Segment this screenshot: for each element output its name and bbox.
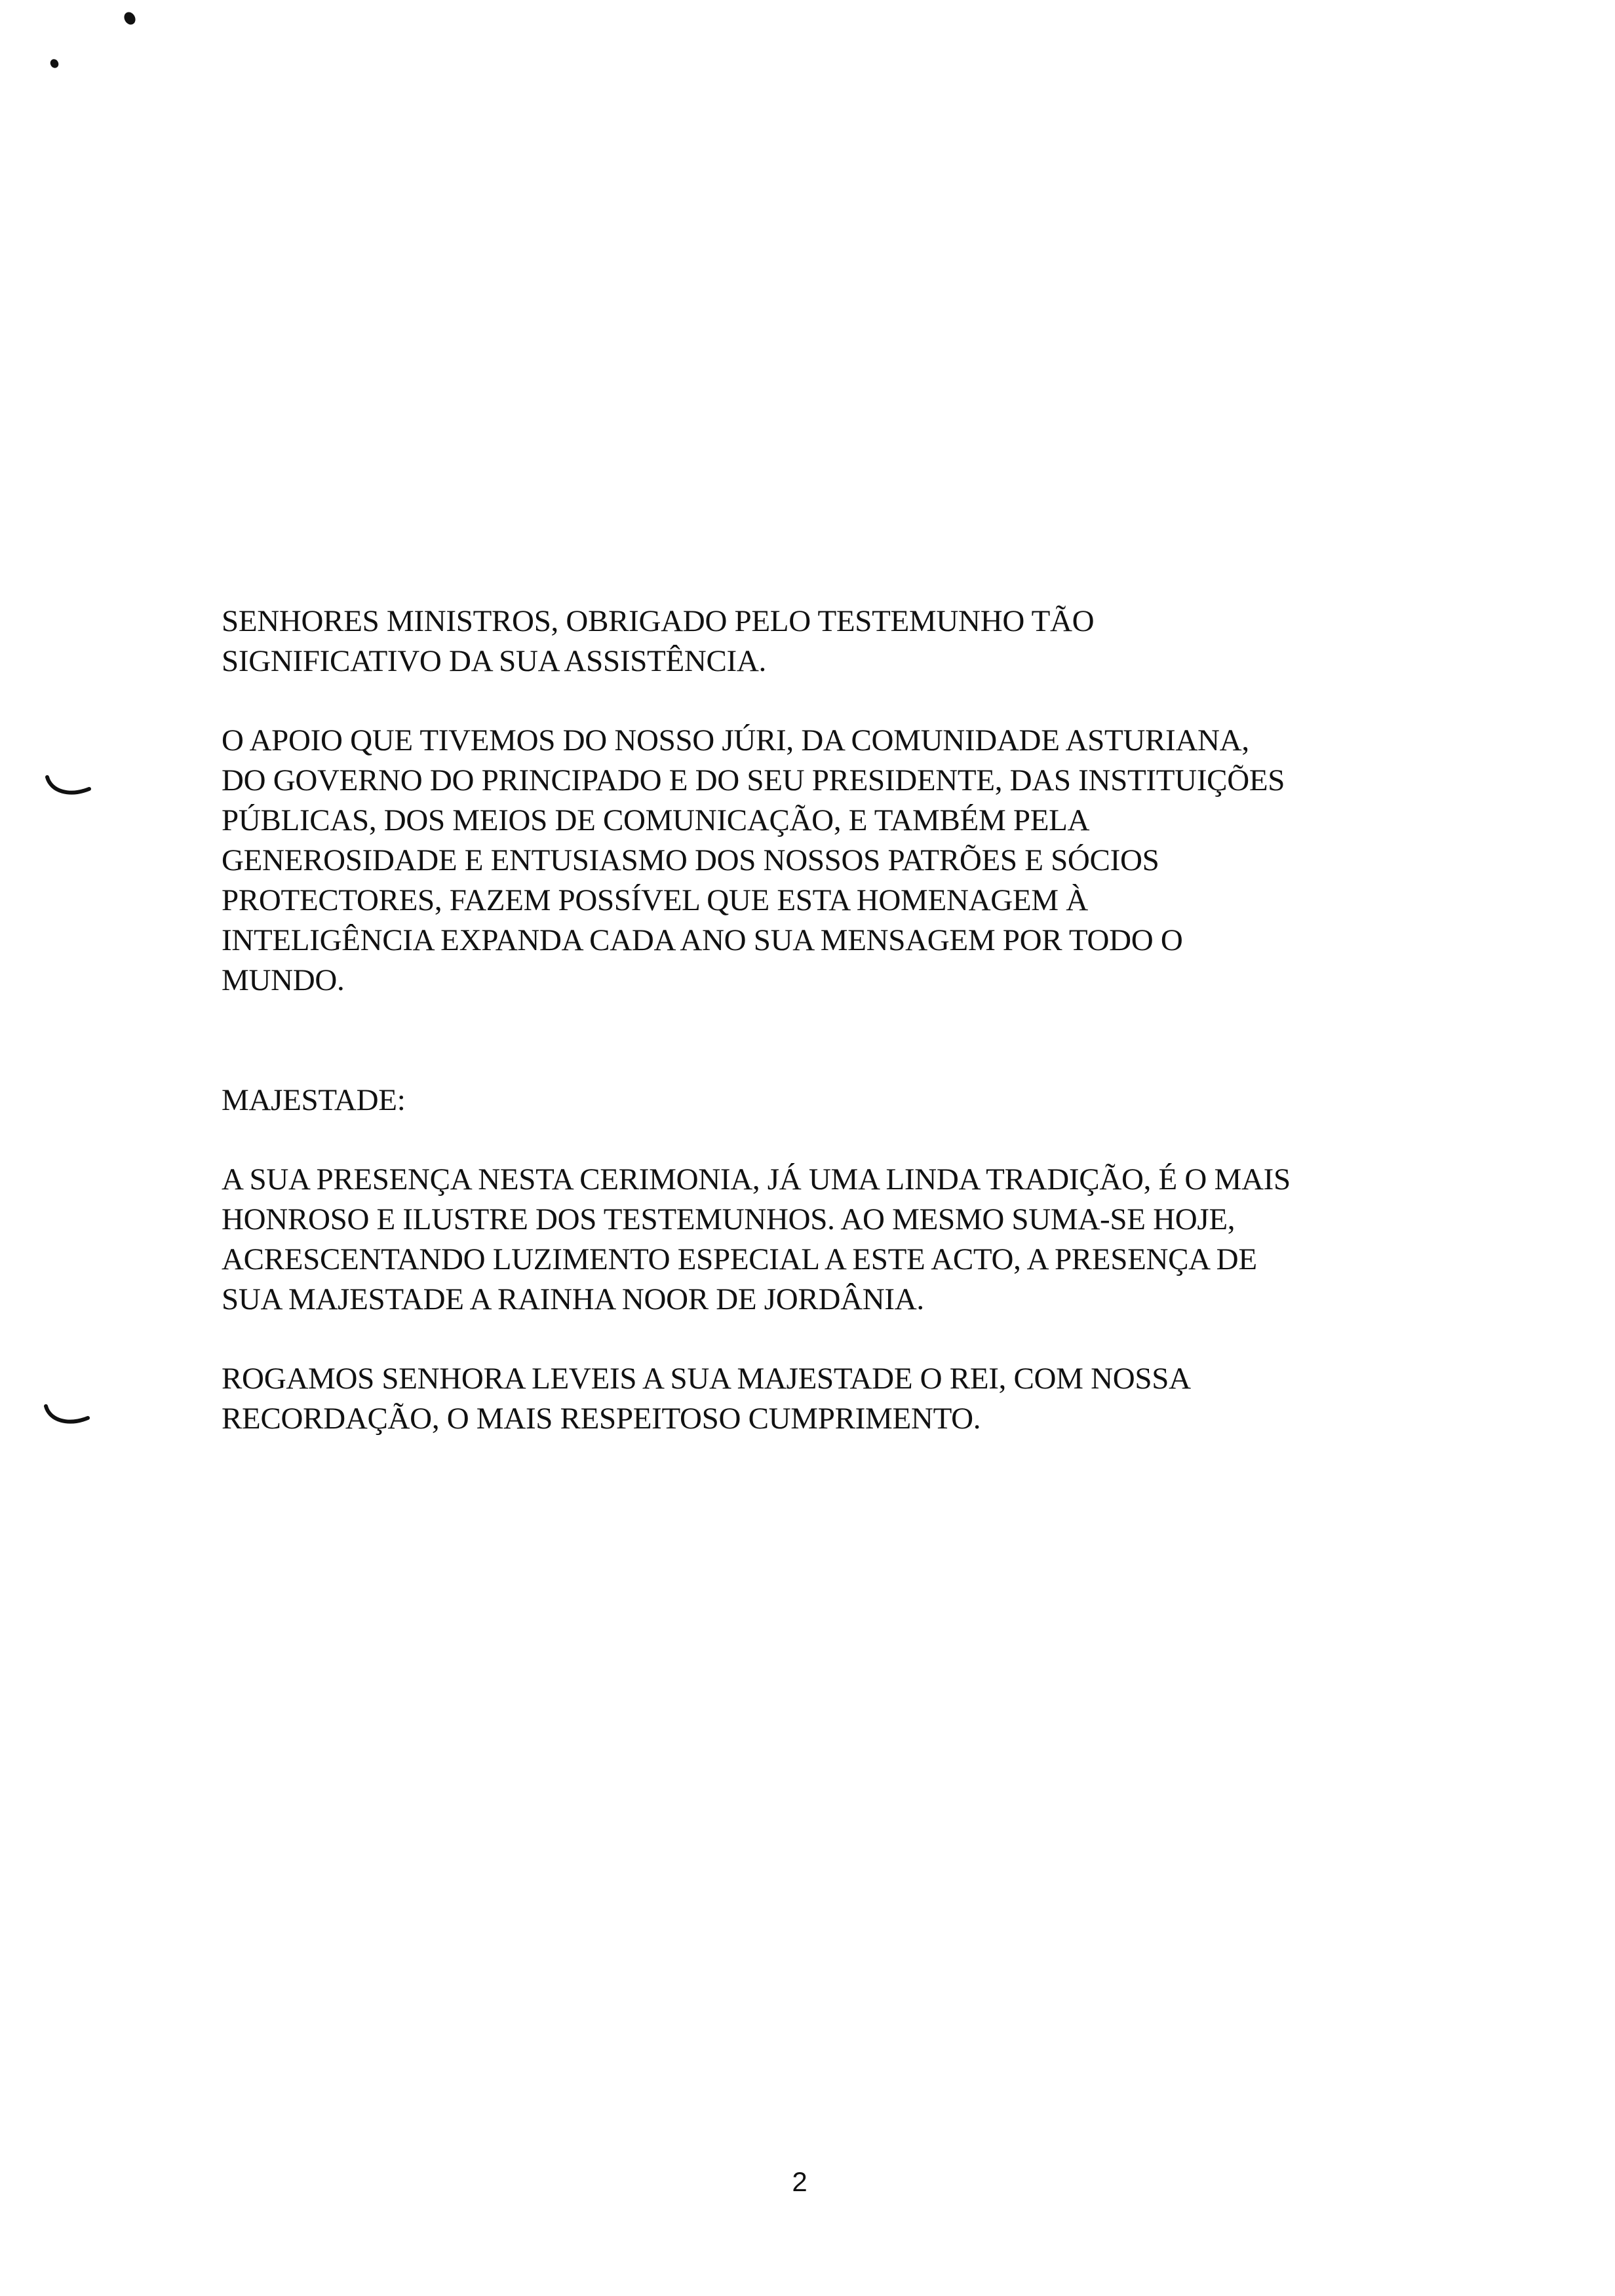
scan-dot-mark [49,58,60,69]
text-line: PÚBLICAS, DOS MEIOS DE COMUNICAÇÃO, E TAMBÉM PELA [222,803,1090,837]
text-line: MAJESTADE: [222,1083,406,1117]
paragraph-ministers [222,602,1467,681]
paragraph-salutation [222,1081,1467,1120]
text-line: ROGAMOS SENHORA LEVEIS A SUA MAJESTADE O REI, COM NOSSA [222,1362,1191,1396]
scan-curve-mark [42,1402,92,1428]
text-line: PROTECTORES, FAZEM POSSÍVEL QUE ESTA HOMENAGEM À [222,883,1088,917]
paragraph-support [222,721,1467,1001]
text-line: HONROSO E ILUSTRE DOS TESTEMUNHOS. AO MESMO SUMA-SE HOJE, [222,1202,1236,1236]
text-line: SIGNIFICATIVO DA SUA ASSISTÊNCIA. [222,644,766,678]
text-line: O APOIO QUE TIVEMOS DO NOSSO JÚRI, DA COMUNIDADE ASTURIANA, [222,723,1249,757]
text-line: RECORDAÇÃO, O MAIS RESPEITOSO CUMPRIMENTO. [222,1402,981,1436]
text-line: ACRESCENTANDO LUZIMENTO ESPECIAL A ESTE ACTO, A PRESENÇA DE [222,1242,1257,1276]
text-line: INTELIGÊNCIA EXPANDA CADA ANO SUA MENSAGEM POR TODO O [222,923,1183,957]
text-line: DO GOVERNO DO PRINCIPADO E DO SEU PRESIDENTE, DAS INSTITUIÇÕES [222,763,1285,797]
text-line: GENEROSIDADE E ENTUSIASMO DOS NOSSOS PATRÕES E SÓCIOS [222,843,1159,877]
paragraph-regards [222,1359,1467,1439]
body-text [222,602,1467,1439]
text-line: A SUA PRESENÇA NESTA CERIMONIA, JÁ UMA LINDA TRADIÇÃO, É O MAIS [222,1162,1291,1196]
text-line: MUNDO. [222,963,345,997]
page-number: 2 [792,2166,808,2197]
text-line: SENHORES MINISTROS, OBRIGADO PELO TESTEMUNHO TÃO [222,604,1095,638]
scan-curve-mark [43,773,93,799]
scan-dot-mark [122,10,138,26]
text-line: SUA MAJESTADE A RAINHA NOOR DE JORDÂNIA. [222,1282,924,1316]
paragraph-presence [222,1160,1467,1320]
